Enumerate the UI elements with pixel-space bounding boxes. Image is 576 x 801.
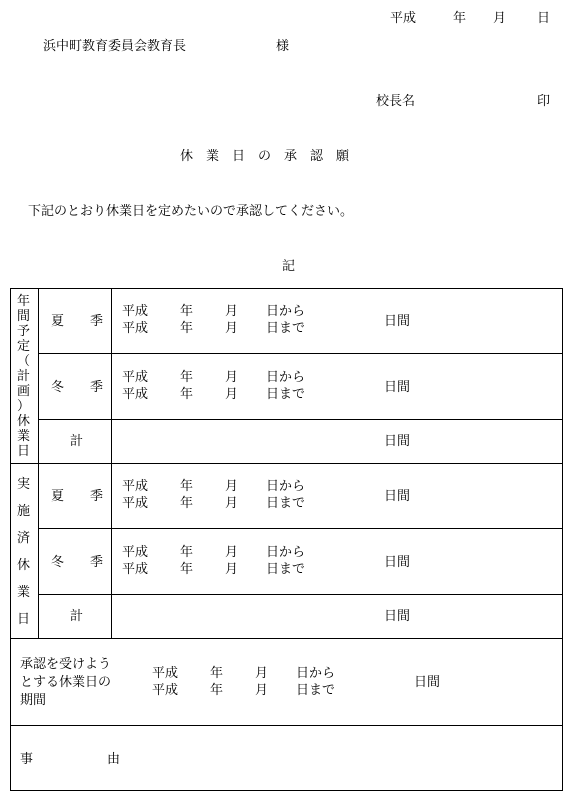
summer-days-2: 日間 [384, 489, 411, 504]
summer-label-2: 夏 季 [51, 489, 104, 504]
table-divider [10, 725, 563, 726]
completed-label: 実 施 済 休 業 日 [17, 477, 31, 627]
table-divider [38, 594, 563, 595]
reason-label-2: 由 [107, 752, 121, 767]
approval-days: 日間 [414, 675, 441, 690]
table-divider [38, 528, 563, 529]
date-era: 平成 [390, 11, 417, 26]
principal-label: 校長名 [376, 94, 416, 109]
winter-label: 冬 季 [51, 380, 104, 395]
summer-dates-2: 平成 年 月 日から 平成 年 月 日まで [122, 479, 306, 511]
approval-dates: 平成 年 月 日から 平成 年 月 日まで [152, 666, 336, 698]
summer-days-1: 日間 [384, 314, 411, 329]
winter-dates-2: 平成 年 月 日から 平成 年 月 日まで [122, 545, 306, 577]
table-divider [38, 419, 563, 420]
annual-plan-label: 年 間 予 定 （ 計 画 ） 休 業 日 [17, 294, 31, 459]
date-day: 日 [537, 11, 551, 26]
addressee: 浜中町教育委員会教育長 [43, 39, 187, 54]
winter-label-2: 冬 季 [51, 555, 104, 570]
summer-dates-1: 平成 年 月 日から 平成 年 月 日まで [122, 304, 306, 336]
table-divider [10, 463, 563, 464]
application-table [10, 288, 563, 791]
date-month: 月 [493, 11, 507, 26]
document-title: 休 業 日 の 承 認 願 [180, 149, 350, 164]
total-label-2: 計 [70, 609, 84, 624]
winter-days-1: 日間 [384, 380, 411, 395]
winter-days-2: 日間 [384, 555, 411, 570]
table-divider [10, 638, 563, 639]
table-divider [38, 353, 563, 354]
seal-mark: 印 [537, 94, 551, 109]
total-days-1: 日間 [384, 434, 411, 449]
honorific: 様 [276, 39, 290, 54]
summer-label: 夏 季 [51, 314, 104, 329]
approval-period-label: 承認を受けよう とする休業日の 期間 [20, 657, 112, 708]
total-days-2: 日間 [384, 609, 411, 624]
total-label-1: 計 [70, 434, 84, 449]
body-text: 下記のとおり休業日を定めたいので承認してください。 [28, 204, 354, 219]
ki-label: 記 [282, 259, 296, 274]
date-year: 年 [453, 11, 467, 26]
winter-dates-1: 平成 年 月 日から 平成 年 月 日まで [122, 370, 306, 402]
reason-label-1: 事 [20, 752, 34, 767]
